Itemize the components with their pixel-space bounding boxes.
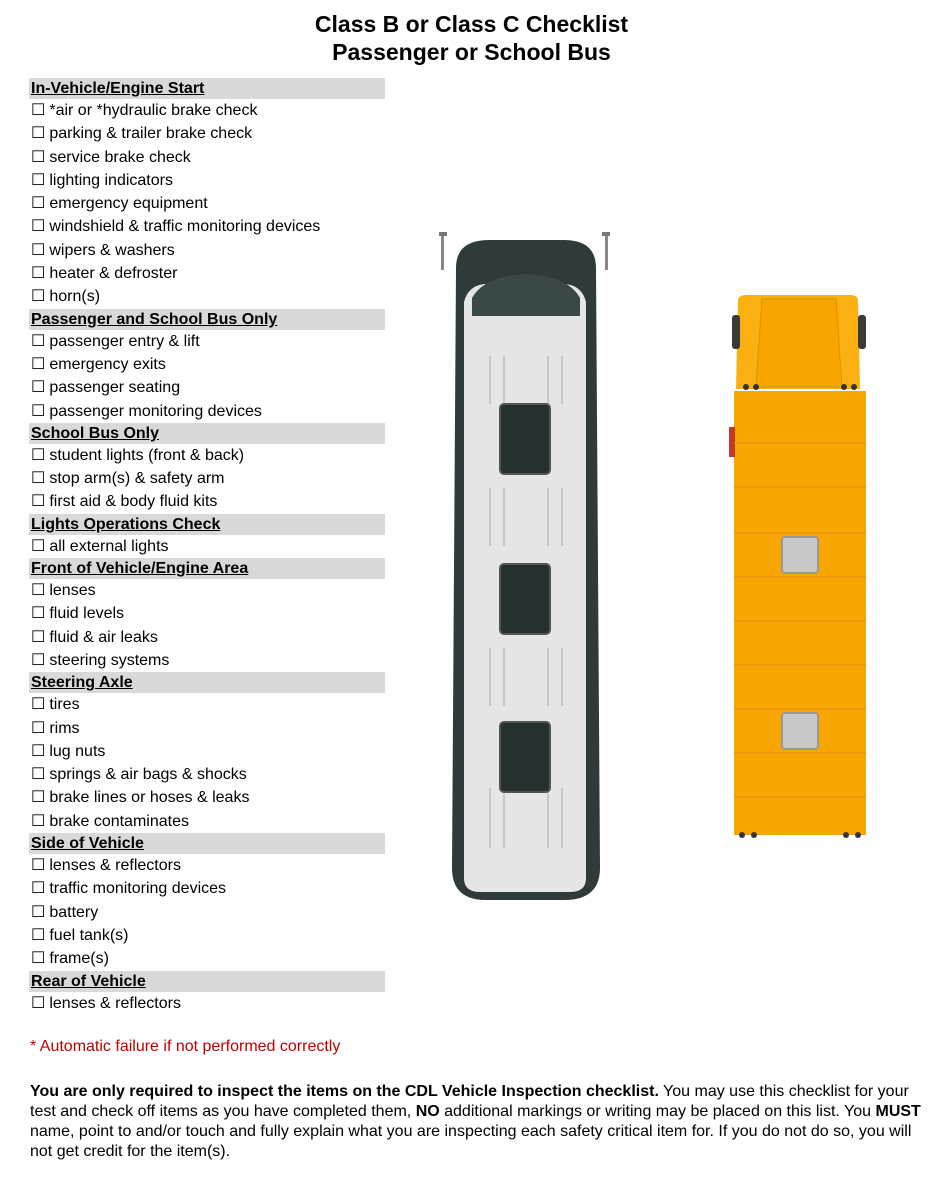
checkbox-icon[interactable]: ☐ xyxy=(31,696,46,714)
checklist-item-label: lenses & reflectors xyxy=(49,994,181,1012)
checkbox-icon[interactable]: ☐ xyxy=(31,125,46,143)
section-header: Passenger and School Bus Only xyxy=(29,309,385,330)
checklist-item-label: all external lights xyxy=(49,537,169,555)
checklist-item-label: fluid levels xyxy=(49,605,125,623)
checklist-item-label: springs & air bags & shocks xyxy=(49,766,247,784)
checkbox-icon[interactable]: ☐ xyxy=(31,493,46,511)
checklist-item[interactable] xyxy=(29,285,385,308)
document-title xyxy=(0,10,943,66)
footer-text-3: name, point to and/or touch and fully explain what you are inspecting each safety critical item for. If you do not do so, you will not get credit for the item(s). xyxy=(30,1123,912,1160)
checkbox-icon[interactable]: ☐ xyxy=(31,582,46,600)
instructions-footer xyxy=(30,1082,935,1162)
checkbox-icon[interactable]: ☐ xyxy=(31,102,46,119)
school-roof-hatch-front xyxy=(782,537,818,573)
checklist-item[interactable] xyxy=(29,376,385,399)
checklist-item-label: tires xyxy=(49,696,80,714)
footer-text-1: You may use this checklist for your test and check off items as you have completed them, xyxy=(30,1083,909,1120)
checklist-item-label: fluid & air leaks xyxy=(49,628,158,646)
checklist-item[interactable] xyxy=(29,649,385,672)
roof-hatch-rear xyxy=(500,722,550,792)
checklist-item-label: brake contaminates xyxy=(49,812,189,830)
checklist-item-label: lenses xyxy=(49,582,96,600)
hood-mirror-left xyxy=(732,315,740,349)
checkbox-icon[interactable]: ☐ xyxy=(31,812,46,830)
section-header: Lights Operations Check xyxy=(29,514,385,535)
hood-mirror-right xyxy=(858,315,866,349)
checklist-item[interactable] xyxy=(29,717,385,740)
checklist-item[interactable] xyxy=(29,99,385,122)
checklist-item[interactable] xyxy=(29,763,385,786)
checkbox-icon[interactable]: ☐ xyxy=(31,789,46,807)
passenger-bus-illustration xyxy=(434,228,616,904)
checkbox-icon[interactable]: ☐ xyxy=(31,605,46,623)
section-header: School Bus Only xyxy=(29,423,385,444)
checklist-item-label: passenger monitoring devices xyxy=(49,402,262,420)
checklist-item-label: service brake check xyxy=(49,148,191,166)
checklist-item-label: steering systems xyxy=(49,651,170,669)
checkbox-icon[interactable]: ☐ xyxy=(31,651,46,669)
checklist-item[interactable] xyxy=(29,992,385,1015)
checklist-item[interactable] xyxy=(29,353,385,376)
checklist-item-label: emergency equipment xyxy=(49,195,208,213)
checkbox-icon[interactable]: ☐ xyxy=(31,332,46,350)
checklist-item[interactable] xyxy=(29,330,385,353)
checklist-item[interactable] xyxy=(29,810,385,833)
checkbox-icon[interactable]: ☐ xyxy=(31,857,46,875)
checklist-item[interactable] xyxy=(29,467,385,490)
checklist-item[interactable] xyxy=(29,239,385,262)
checklist-item[interactable] xyxy=(29,877,385,900)
section-header: Side of Vehicle xyxy=(29,833,385,854)
checkbox-icon[interactable]: ☐ xyxy=(31,265,46,283)
section-header: Rear of Vehicle xyxy=(29,971,385,992)
title-line-1: Class B or Class C Checklist xyxy=(314,11,629,37)
footer-bold-no: NO xyxy=(415,1103,440,1120)
automatic-failure-note: * Automatic failure if not performed correctly xyxy=(30,1038,341,1055)
section-header: Steering Axle xyxy=(29,672,385,693)
checkbox-icon[interactable]: ☐ xyxy=(31,880,46,898)
checklist-item[interactable] xyxy=(29,693,385,716)
section-header: Front of Vehicle/Engine Area xyxy=(29,558,385,579)
checklist-item-label: frame(s) xyxy=(49,950,109,968)
left-mirror xyxy=(439,232,447,270)
checkbox-icon[interactable]: ☐ xyxy=(31,537,46,555)
checklist-item-label: lug nuts xyxy=(49,742,106,760)
checklist-item[interactable] xyxy=(29,122,385,145)
checklist-item-label: lighting indicators xyxy=(49,171,173,189)
checklist-item-label: passenger entry & lift xyxy=(49,332,200,350)
footer-bold-must: MUST xyxy=(875,1103,921,1120)
checkbox-icon[interactable]: ☐ xyxy=(31,379,46,397)
checklist-item[interactable] xyxy=(29,924,385,947)
roof-hatch-middle xyxy=(500,564,550,634)
checklist-item[interactable] xyxy=(29,192,385,215)
checkbox-icon[interactable]: ☐ xyxy=(31,148,46,166)
checklist-item[interactable] xyxy=(29,579,385,602)
checklist-item[interactable] xyxy=(29,740,385,763)
checklist-item[interactable] xyxy=(29,444,385,467)
checkbox-icon[interactable]: ☐ xyxy=(31,402,46,420)
checklist-item-label: heater & defroster xyxy=(49,265,178,283)
checklist-item-label: brake lines or hoses & leaks xyxy=(49,789,250,807)
checklist-item-label: lenses & reflectors xyxy=(49,857,181,875)
checklist-item-label: fuel tank(s) xyxy=(49,926,129,944)
checklist-item-label: *air or *hydraulic brake check xyxy=(49,102,258,119)
checkbox-icon[interactable]: ☐ xyxy=(31,218,46,236)
checklist-item-label: parking & trailer brake check xyxy=(49,125,253,143)
checklist-item[interactable] xyxy=(29,146,385,169)
checklist-item-label: battery xyxy=(49,903,99,921)
checkbox-icon[interactable]: ☐ xyxy=(31,241,46,259)
stop-arm xyxy=(729,427,735,457)
checklist-item-label: rims xyxy=(49,719,80,737)
checkbox-icon[interactable]: ☐ xyxy=(31,446,46,464)
checklist-item[interactable] xyxy=(29,854,385,877)
checkbox-icon[interactable]: ☐ xyxy=(31,994,46,1012)
checklist-item[interactable] xyxy=(29,602,385,625)
checklist-item[interactable] xyxy=(29,490,385,513)
school-roof-hatch-rear xyxy=(782,713,818,749)
checklist-item-label: first aid & body fluid kits xyxy=(49,493,218,511)
title-line-2: Passenger or School Bus xyxy=(332,39,611,65)
checklist-item[interactable] xyxy=(29,786,385,809)
checkbox-icon[interactable]: ☐ xyxy=(31,470,46,488)
checkbox-icon[interactable]: ☐ xyxy=(31,628,46,646)
checkbox-icon[interactable]: ☐ xyxy=(31,950,46,968)
checklist-item[interactable] xyxy=(29,901,385,924)
checklist-item-label: horn(s) xyxy=(49,288,101,306)
footer-bold-intro: You are only required to inspect the items on the CDL Vehicle Inspection checklist. xyxy=(30,1083,659,1100)
checklist-item[interactable] xyxy=(29,262,385,285)
checklist-item[interactable] xyxy=(29,400,385,423)
inspection-checklist xyxy=(29,78,385,1015)
checkbox-icon[interactable]: ☐ xyxy=(31,766,46,784)
checklist-item-label: stop arm(s) & safety arm xyxy=(49,470,225,488)
checkbox-icon[interactable]: ☐ xyxy=(31,903,46,921)
checklist-item[interactable] xyxy=(29,169,385,192)
checklist-item-label: student lights (front & back) xyxy=(49,446,245,464)
checklist-item-label: passenger seating xyxy=(49,379,181,397)
section-header: In-Vehicle/Engine Start xyxy=(29,78,385,99)
checklist-item[interactable] xyxy=(29,626,385,649)
checkbox-icon[interactable]: ☐ xyxy=(31,171,46,189)
checklist-item-label: windshield & traffic monitoring devices xyxy=(49,218,321,236)
checklist-item-label: wipers & washers xyxy=(49,241,175,259)
checklist-item-label: emergency exits xyxy=(49,355,166,373)
checkbox-icon[interactable]: ☐ xyxy=(31,195,46,213)
school-bus-illustration xyxy=(726,295,872,843)
right-mirror xyxy=(602,232,610,270)
checkbox-icon[interactable]: ☐ xyxy=(31,288,46,306)
checklist-item[interactable] xyxy=(29,947,385,970)
checkbox-icon[interactable]: ☐ xyxy=(31,719,46,737)
checklist-item[interactable] xyxy=(29,215,385,238)
checkbox-icon[interactable]: ☐ xyxy=(31,742,46,760)
roof-hatch-front xyxy=(500,404,550,474)
checkbox-icon[interactable]: ☐ xyxy=(31,926,46,944)
checklist-item-label: traffic monitoring devices xyxy=(49,880,227,898)
checklist-item[interactable] xyxy=(29,535,385,558)
footer-text-2: additional markings or writing may be placed on this list. You xyxy=(439,1103,876,1120)
checkbox-icon[interactable]: ☐ xyxy=(31,355,46,373)
